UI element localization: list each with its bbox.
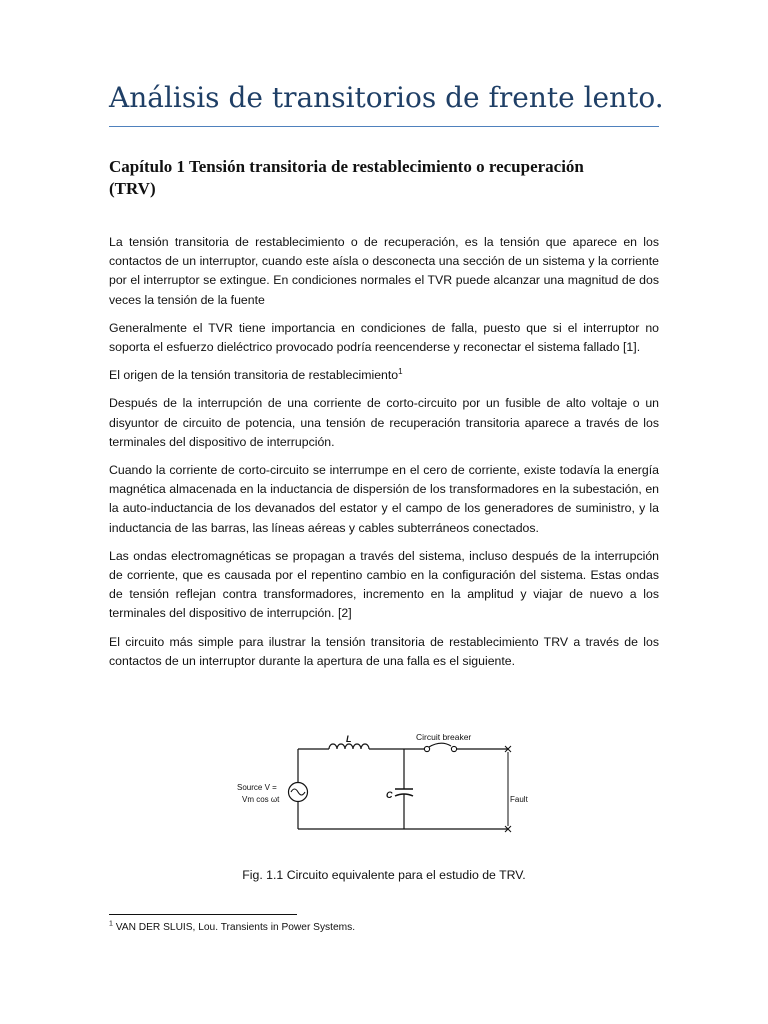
- footnote-text: VAN DER SLUIS, Lou. Transients in Power Systems.: [115, 922, 356, 933]
- inductor-coil: [329, 744, 369, 749]
- section-label-text: El origen de la tensión transitoria de restablecimiento: [109, 368, 399, 383]
- figure-caption: Fig. 1.1 Circuito equivalente para el estudio de TRV.: [242, 868, 526, 882]
- paragraph-intro: La tensión transitoria de restablecimiento o de recuperación, es la tensión que aparece en los contactos de un interruptor, cuando este aísla o desconecta una sección de un sistema y la corriente por el interruptor se extingue. En condiciones normales el TVR puede alcanzar una magnitud de dos veces la tensión de la fuente: [109, 235, 659, 307]
- title-underline: [109, 126, 659, 127]
- chapter-heading: Capítulo 1 Tensión transitoria de restablecimiento o recuperación (TRV): [109, 157, 584, 198]
- capacitor-label: C: [386, 790, 393, 800]
- breaker-contact-right: [451, 746, 456, 751]
- footnote-mark: 1: [109, 920, 113, 928]
- circuit-diagram: [230, 728, 550, 848]
- circuit-figure: [230, 728, 550, 848]
- paragraph-origin: Después de la interrupción de una corriente de corto-circuito por un fusible de alto voltaje o un disyuntor de circuito de potencia, una tensión de recuperación transitoria aparece a través de los terminales del dispositivo de interrupción.: [109, 396, 659, 449]
- paragraph-electromagnetic-waves: Las ondas electromagnéticas se propagan a través del sistema, incluso después de la interrupción de corriente, que es causada por el repentino cambio en la configuración del sistema. Estas ondas de tensión reflejan contra transformadores, incremento en la amplitud y viajar de nuevo a los terminales del dispositivo de interrupción. [2]: [109, 548, 659, 621]
- body-text: [109, 233, 659, 680]
- footnote: [109, 921, 659, 935]
- footnote-reference[interactable]: 1: [398, 367, 403, 377]
- source-label-line2: Vm cos ωt: [242, 795, 280, 804]
- source-label-line1: Source V =: [237, 783, 277, 792]
- footnote-separator: [109, 914, 297, 915]
- fault-label: Fault: [510, 795, 528, 804]
- paragraph-circuit-intro: El circuito más simple para ilustrar la tensión transitoria de restablecimiento TRV a través de los contactos de un interruptor durante la apertura de una falla es el siguiente.: [109, 634, 659, 668]
- breaker-label: Circuit breaker: [416, 732, 472, 742]
- breaker-arm: [429, 743, 451, 747]
- breaker-contact-left: [424, 746, 429, 751]
- section-label: [109, 366, 659, 385]
- inductor-label: L: [346, 734, 352, 744]
- paragraph-failure-conditions: Generalmente el TVR tiene importancia en condiciones de falla, puesto que si el interruptor no soporta el esfuerzo dieléctrico provocado podría reencenderse y reconectar el sistema fallado [1].: [109, 320, 659, 355]
- paragraph-magnetic-energy: Cuando la corriente de corto-circuito se interrumpe en el cero de corriente, existe todavía la energía magnética almacenada en la inductancia de dispersión de los transformadores en la subestación, en la auto-inductancia de los devanados del estator y el campo de los generadores de suministro, y la inductancia de las barras, las líneas aéreas y cables subterráneos conectados.: [109, 463, 659, 535]
- document-title: Análisis de transitorios de frente lento.: [109, 81, 664, 114]
